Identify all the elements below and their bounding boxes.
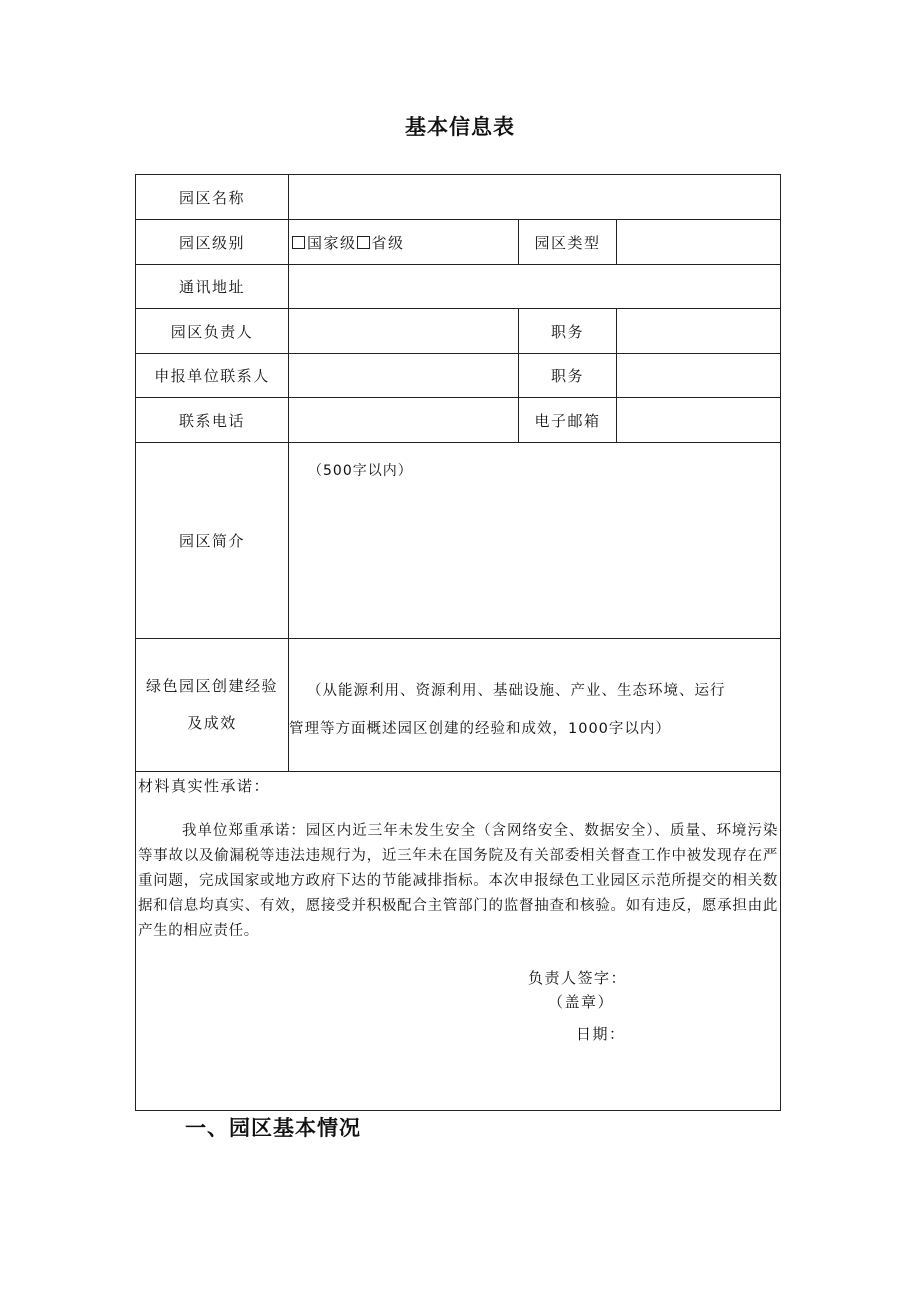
intro-hint: （500字以内） [308,463,413,479]
address-label: 通讯地址 [178,278,245,296]
section-heading: 一、园区基本情况 [185,1116,361,1140]
experience-label [136,639,288,771]
contact-label: 申报单位联系人 [154,367,270,385]
form-title: 基本信息表 [405,115,515,139]
pledge-body: 我单位郑重承诺：园区内近三年未发生安全（含网络安全、数据安全）、质量、环境污染等事故以及偷漏税等违法违规行为，近三年未在国务院及有关部委相关督查工作中被发现存在严重问题，完成国家或地方政府下达的节能减排指标。本次申报绿色工业园区示范所提交的相关数据和信息均真实、有效，愿接受并积极配合主管部门的监督抽查和核验。如有违反，愿承担由此产生的相应责任。 [138,823,778,939]
experience-hint-line1: （从能源利用、资源利用、基础设施、产业、生态环境、运行 [307,683,726,699]
phone-field[interactable] [289,398,518,442]
contact-field[interactable] [289,354,518,397]
intro-label: 园区简介 [178,532,245,550]
contact-position-field[interactable] [617,354,780,397]
experience-label-line2: 及成效 [187,714,237,732]
seal-label: （盖章） [548,993,615,1011]
national-level-label: 国家级 [307,233,357,252]
contact-position-label: 职务 [550,367,584,385]
park-type-label: 园区类型 [534,233,601,252]
park-level-options [289,220,518,264]
leader-position-label: 职务 [550,322,584,341]
checkbox-icon[interactable] [292,236,305,249]
experience-hint-line2: 管理等方面概述园区创建的经验和成效，1000字以内） [289,721,671,737]
park-level-label: 园区级别 [178,233,245,252]
national-level-option[interactable] [292,232,357,253]
provincial-level-label: 省级 [371,233,405,252]
address-field[interactable] [289,265,780,308]
provincial-level-option[interactable] [357,232,405,253]
email-field[interactable] [617,398,780,442]
signature-label: 负责人签字： [528,969,628,987]
phone-label: 联系电话 [178,411,245,430]
park-name-field[interactable] [289,175,780,219]
basic-info-table [135,174,781,1111]
checkbox-icon[interactable] [357,236,370,249]
date-label: 日期： [576,1025,626,1043]
experience-label-line1: 绿色园区创建经验 [145,677,278,695]
park-type-field[interactable] [617,220,780,264]
leader-label: 园区负责人 [170,322,254,341]
pledge-title: 材料真实性承诺： [138,777,271,795]
leader-position-field[interactable] [617,309,780,353]
leader-field[interactable] [289,309,518,353]
email-label: 电子邮箱 [534,411,601,430]
park-name-label: 园区名称 [178,188,245,207]
experience-hint [289,672,773,748]
